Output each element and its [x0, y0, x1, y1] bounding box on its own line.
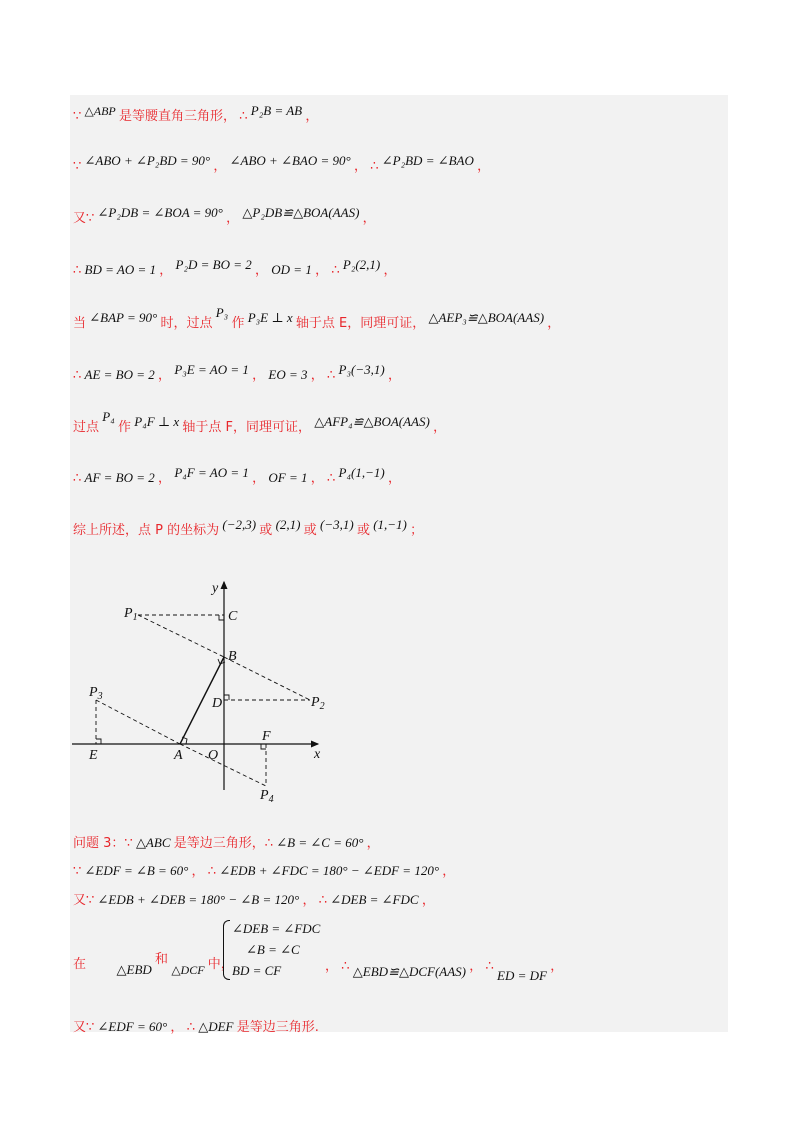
text-segment: 或 [259, 523, 273, 538]
therefore-symbol: ∴ [239, 109, 248, 124]
label-d: D [212, 696, 223, 711]
text-segment: 在 [73, 957, 87, 972]
text-segment: 或 [303, 523, 317, 538]
text-segment: 问题 3：∵ [73, 836, 133, 851]
math-expression: BD = AO = 1 [84, 262, 156, 277]
therefore-symbol: ∴ [186, 1020, 195, 1035]
text-segment: 当 [73, 316, 87, 331]
punctuation: ， [159, 263, 173, 278]
system-line-1: ∠DEB = ∠FDC [232, 921, 321, 936]
therefore-symbol: ∴ [370, 159, 379, 174]
solution-line-4 [73, 259, 397, 278]
solution-line-11 [73, 860, 455, 879]
punctuation: ， [325, 959, 339, 974]
math-expression: P₃E ⊥ x [247, 310, 293, 325]
punctuation: ， [387, 368, 401, 383]
math-expression: P₃(−3,1) [338, 362, 385, 377]
math-expression: △AFP₄≌△BOA(AAS) [314, 414, 430, 429]
coordinate: (−3,1) [320, 517, 354, 532]
math-expression: ∠DEB = ∠FDC [330, 892, 419, 907]
punctuation: ， [550, 959, 564, 974]
label-e: E [89, 748, 98, 763]
text-segment: 作 [117, 420, 131, 435]
math-expression: ∠EDB + ∠DEB = 180° − ∠B = 120° [97, 892, 300, 907]
math-expression: △AEP₃≌△BOA(AAS) [428, 310, 545, 325]
punctuation: ， [310, 368, 324, 383]
text-segment: 又∵ [73, 1020, 95, 1035]
math-expression: P₄F ⊥ x [134, 414, 180, 429]
coordinate: (−2,3) [222, 517, 257, 532]
label-y: y [212, 581, 219, 596]
label-p3: $P_3$ [89, 685, 103, 702]
solution-line-6 [73, 364, 401, 383]
because-symbol: ∵ [73, 159, 82, 174]
math-expression: AF = BO = 2 [84, 470, 155, 485]
punctuation: ， [305, 109, 319, 124]
punctuation: ， [158, 471, 172, 486]
label-p2: $P_2$ [311, 695, 325, 712]
solution-line-1 [73, 105, 318, 124]
text-segment: 综上所述，点 P 的坐标为 [73, 523, 220, 538]
punctuation: ， [433, 420, 447, 435]
right-angle-d [224, 695, 229, 700]
dashed-b-p2 [224, 657, 310, 700]
right-angle-e [96, 739, 101, 744]
therefore-symbol: ∴ [73, 263, 82, 278]
text-segment: 又∵ [73, 211, 95, 226]
text-segment: 轴于点 E，同理可证， [295, 316, 426, 331]
therefore-symbol: ∴ [485, 959, 494, 974]
therefore-symbol: ∴ [73, 368, 82, 383]
therefore-symbol: ∴ [331, 263, 340, 278]
punctuation: ， [547, 316, 561, 331]
solution-line-10 [73, 832, 380, 851]
math-expression: OF = 1 [268, 470, 308, 485]
solution-line-3 [73, 207, 376, 226]
punctuation: ， [170, 1020, 184, 1035]
math-expression: ∠EDF = 60° [97, 1019, 168, 1034]
text-segment: 或 [356, 523, 370, 538]
right-angle-c [219, 615, 224, 620]
therefore-symbol: ∴ [327, 471, 336, 486]
math-expression: ∠EDB + ∠FDC = 180° − ∠EDF = 120° [219, 863, 440, 878]
punctuation: ， [387, 471, 401, 486]
punctuation: ， [366, 836, 380, 851]
solution-line-12 [73, 889, 435, 908]
coordinate: (2,1) [275, 517, 301, 532]
punctuation: ， [442, 864, 456, 879]
text-segment: 是等边三角形，∴ [173, 836, 274, 851]
therefore-symbol: ∴ [341, 959, 350, 974]
system-brace [223, 920, 230, 980]
punctuation: ， [226, 211, 240, 226]
system-line-3: BD = CF [232, 963, 282, 978]
punctuation: ， [252, 368, 266, 383]
math-expression: ∠B = ∠C = 60° [276, 835, 364, 850]
label-p1: $P_1$ [124, 606, 138, 623]
therefore-symbol: ∴ [318, 893, 327, 908]
punctuation: ， [315, 263, 329, 278]
label-o: O [208, 748, 219, 763]
label-c: C [228, 609, 238, 624]
math-expression: ∠P₂DB = ∠BOA = 90° [97, 205, 223, 220]
punctuation: ， [477, 159, 491, 174]
punctuation: ， [469, 959, 483, 974]
solution-line-5 [73, 305, 561, 331]
math-expression: △DCF [171, 963, 205, 977]
math-expression: ∠BAP = 90° [89, 310, 158, 325]
text-segment: 和 [155, 952, 169, 967]
punctuation: ， [421, 893, 435, 908]
text-segment: 作 [231, 316, 245, 331]
math-expression: △DEF [198, 1019, 234, 1034]
text-segment: 是等边三角形. [236, 1020, 319, 1035]
math-expression: △EBD [116, 962, 152, 977]
dashed-p3-a [96, 700, 180, 744]
text-segment: 轴于点 F，同理可证， [182, 420, 312, 435]
therefore-symbol: ∴ [327, 368, 336, 383]
dashed-p1-b [138, 615, 224, 657]
text-segment: 是等腰直角三角形， [119, 109, 237, 124]
math-expression: P₄ [102, 409, 115, 424]
math-expression: P₂D = BO = 2 [175, 257, 252, 272]
punctuation: ； [410, 523, 424, 538]
text-segment: 时，过点 [160, 316, 213, 331]
coordinate-figure [70, 570, 370, 810]
therefore-symbol: ∴ [73, 471, 82, 486]
math-expression: △ABC [135, 835, 171, 850]
therefore-symbol: ∴ [207, 864, 217, 879]
label-p4: $P_4$ [260, 788, 274, 805]
math-expression: ∠P₂BD = ∠BAO [381, 153, 474, 168]
math-expression: △ABP [84, 104, 116, 118]
punctuation: ， [252, 471, 266, 486]
math-expression: P₂B = AB [250, 103, 303, 118]
dashed-a-p4 [180, 744, 266, 786]
math-expression: △EBD≌△DCF(AAS) [352, 964, 466, 979]
solution-line-2 [73, 155, 490, 174]
solution-line-8 [73, 467, 401, 486]
math-expression: EO = 3 [268, 367, 308, 382]
math-expression: P₃E = AO = 1 [174, 362, 249, 377]
because-symbol: ∵ [73, 864, 82, 879]
text-segment: 又∵ [73, 893, 95, 908]
system-line-2: ∠B = ∠C [246, 942, 300, 957]
punctuation: ， [191, 864, 205, 879]
label-x: x [314, 747, 321, 762]
math-expression: OD = 1 [271, 262, 312, 277]
math-expression: ED = DF [497, 968, 547, 983]
text-segment: 过点 [73, 420, 100, 435]
punctuation: ， [213, 159, 227, 174]
solution-line-13-conclusion [325, 955, 564, 983]
math-expression: P₃ [215, 305, 229, 320]
math-expression: P₄(1,−1) [338, 465, 385, 480]
punctuation: ， [302, 893, 316, 908]
solution-line-9 [73, 519, 423, 538]
text-segment: 中， [207, 957, 234, 972]
label-a: A [174, 748, 183, 763]
math-expression: AE = BO = 2 [84, 367, 155, 382]
math-expression: ∠EDF = ∠B = 60° [84, 863, 189, 878]
punctuation: ， [362, 211, 376, 226]
solution-line-14 [73, 1016, 319, 1035]
math-expression: P₄F = AO = 1 [174, 465, 249, 480]
punctuation: ， [383, 263, 397, 278]
label-b: B [228, 649, 237, 664]
math-expression: △P₂DB≌△BOA(AAS) [242, 205, 360, 220]
math-expression: ∠ABO + ∠BAO = 90° [229, 153, 351, 168]
solution-line-13 [73, 952, 234, 977]
label-f: F [262, 729, 271, 744]
punctuation: ， [255, 263, 269, 278]
solution-line-7 [73, 409, 447, 435]
right-angle-f [261, 744, 266, 749]
punctuation: ， [353, 159, 367, 174]
punctuation: ， [158, 368, 172, 383]
coordinate: (1,−1) [373, 517, 407, 532]
punctuation: ， [310, 471, 324, 486]
because-symbol: ∵ [73, 109, 82, 124]
math-expression: P₂(2,1) [342, 257, 381, 272]
math-expression: ∠ABO + ∠P₂BD = 90° [84, 153, 211, 168]
